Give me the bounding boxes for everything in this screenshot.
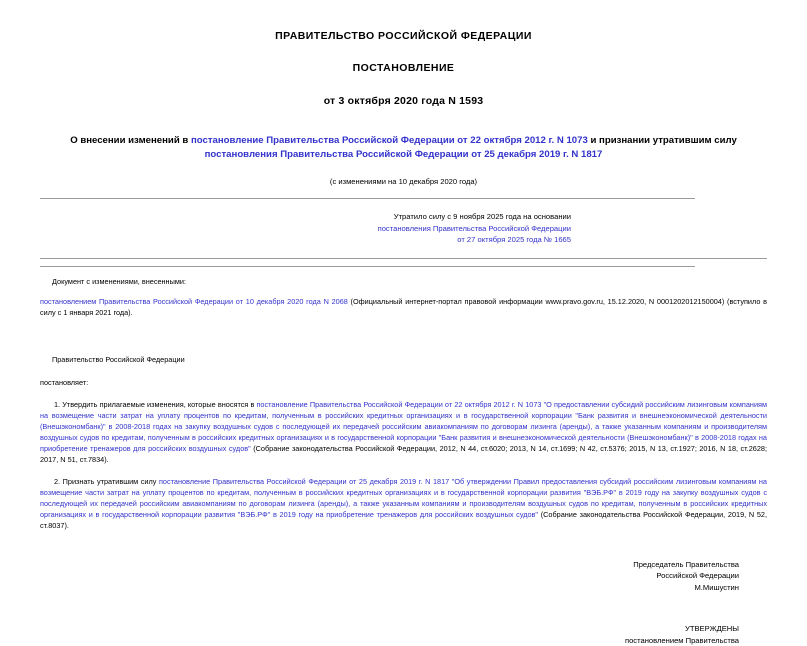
body-decrees-word: постановляет:: [40, 377, 767, 388]
signature-post-line-1: Председатель Правительства: [40, 559, 739, 571]
clause-2-prefix: 2. Признать утратившим силу: [54, 477, 159, 486]
clause-1-rest: (Собрание законодательства Российской Федерации, 2012, N 44, ст.6020; 2013, N 14, ст.1699; N 42, ст.5376; 2015, N 13, ст.1927; 2016, N 18, ст.2628; 2017, N 51, ст.7834).: [40, 444, 767, 464]
clause-1-link[interactable]: постановление Правительства Российской Федерации от 22 октября 2012 г. N 1073 "О предоставлении субсидий российским лизинговым компаниям на возмещение части затрат на уплату процентов по кредитам, полученным в российских кредитных организациях и в государственной корпорации "Банк развития и внешнеэкономической деятельности (Внешэкономбанк)" в 2008-2018 годах на закупку воздушных судов с последующей их передачей российским авиакомпаниям по договорам лизинга (аренды), а также указанным компаниям и производителям воздушных судов по кредитам, полученным в российских кредитных организациях и в государственной корпорации "Банк развития и внешнеэкономической деятельности (Внешэкономбанк)" в 2008-2018 годах на приобретение тренажеров для российских воздушных судов": [40, 400, 767, 453]
signature-post-line-2: Российской Федерации: [40, 570, 739, 582]
repeal-line-1: Утратило силу с 9 ноября 2025 года на основании: [40, 211, 571, 223]
document-header: [40, 0, 767, 107]
document-body: [40, 354, 767, 531]
signature-block: [40, 559, 767, 594]
clause-2: [40, 476, 767, 531]
title-link-decree-1817-b[interactable]: Правительства Российской Федерации от 25 декабря 2019 г. N 1817: [280, 149, 602, 160]
title-link-decree-1817-a[interactable]: постановления: [205, 149, 278, 160]
repeal-notice: [40, 211, 767, 246]
divider-top: [40, 198, 695, 199]
clause-1: [40, 399, 767, 465]
title-link-decree-1073[interactable]: постановление Правительства Российской Федерации от 22 октября 2012 г. N 1073: [191, 135, 588, 146]
title-middle: и признании утратившим силу: [588, 135, 737, 146]
issuing-authority: ПРАВИТЕЛЬСТВО РОССИЙСКОЙ ФЕДЕРАЦИИ: [40, 30, 767, 42]
approved-by: постановлением Правительства: [40, 635, 739, 646]
amendment-date-note: (с изменениями на 10 декабря 2020 года): [40, 177, 767, 186]
amendments-intro: Документ с изменениями, внесенными:: [52, 276, 767, 287]
clause-2-link[interactable]: постановление Правительства Российской Федерации от 25 декабря 2019 г. N 1817 "Об утверждении Правил предоставления субсидий российским лизинговым компаниям на возмещение части затрат на уплату процентов по кредитам, полученным в российских кредитных организациях и в государственной корпорации развития "ВЭБ.РФ" в 2019 году на закупку воздушных судов с последующей их передачей российским авиакомпаниям по договорам лизинга (аренды), а также указанным компаниям и производителям воздушных судов по кредитам, полученным в российских кредитных организациях и в государственной корпорации развития "ВЭБ.РФ" в 2019 году на приобретение тренажеров для российских воздушных судов": [40, 477, 767, 519]
title-prefix: О внесении изменений в: [70, 135, 191, 146]
repeal-link-date-number[interactable]: от 27 октября 2025 года № 1665: [457, 235, 571, 244]
document-date-number: от 3 октября 2020 года N 1593: [40, 95, 767, 107]
signature-name: М.Мишустин: [40, 582, 739, 594]
divider-bottom: [40, 266, 695, 267]
clause-2-rest: (Собрание законодательства Российской Федерации, 2019, N 52, ст.8037).: [40, 510, 767, 530]
repeal-link-decree[interactable]: постановления Правительства Российской Федерации: [378, 224, 571, 233]
divider-middle: [40, 258, 767, 259]
amendments-entry-rest: (Официальный интернет-портал правовой информации www.pravo.gov.ru, 15.12.2020, N 0001202012150004) (вступило в силу с 1 января 2021 года).: [40, 297, 767, 317]
approved-block: [40, 623, 767, 646]
clause-1-prefix: 1. Утвердить прилагаемые изменения, которые вносятся в: [54, 400, 256, 409]
amendments-entry: [40, 296, 767, 318]
approved-word: УТВЕРЖДЕНЫ: [40, 623, 739, 635]
body-government-line: Правительство Российской Федерации: [52, 354, 767, 365]
document-kind: ПОСТАНОВЛЕНИЕ: [40, 62, 767, 74]
amendments-block: [40, 276, 767, 318]
amendments-entry-link[interactable]: постановлением Правительства Российской Федерации от 10 декабря 2020 года N 2068: [40, 297, 348, 306]
document-title: [40, 134, 767, 161]
